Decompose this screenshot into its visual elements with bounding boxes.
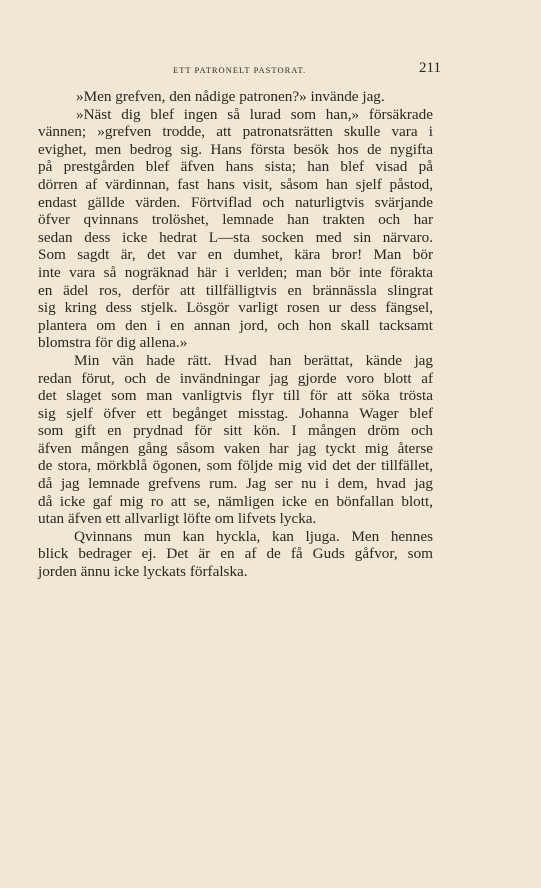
- text-line: utan äfven ett allvarligt löfte om lifvets lycka.: [38, 510, 317, 528]
- text-line: Min vän hade rätt. Hvad han berättat, kände jag: [74, 351, 433, 369]
- text-line: de stora, mörkblå ögonen, som följde mig vid det der tillfället,: [38, 457, 433, 475]
- text-line: dörren af värdinnan, fast hans visit, såsom han sjelf påstod,: [38, 175, 433, 193]
- text-line: sedan dess icke hedrat L—sta socken med sin närvaro.: [38, 228, 433, 246]
- text-line: blomstra för dig allena.»: [38, 334, 188, 352]
- text-line: Som sagdt är, det var en dumhet, kära bror! Man bör: [38, 246, 433, 264]
- text-line: »Men grefven, den nådige patronen?» invände jag.: [76, 88, 385, 105]
- text-line: sig sjelf öfver ett begånget misstag. Johanna Wager blef: [38, 404, 433, 422]
- body-text: [38, 88, 433, 581]
- text-line: plantera om den i en annan jord, och hon skall tacksamt: [38, 316, 433, 334]
- text-line: då jag lemnade grefvens rum. Jag ser nu i dem, hvad jag: [38, 475, 433, 493]
- text-line: på prestgården blef äfven hans sista; han blef visad på: [38, 158, 433, 176]
- text-line: öfver qvinnans trolöshet, lemnade han trakten och har: [38, 211, 433, 229]
- page-number: 211: [419, 60, 441, 76]
- text-line: »Näst dig blef ingen så lurad som han,» försäkrade: [76, 105, 433, 123]
- text-line: som gift en prydnad för sitt kön. I mången dröm och: [38, 422, 433, 440]
- text-line: redan förut, och de invändningar jag gjorde voro blott af: [38, 369, 433, 387]
- text-line: Qvinnans mun kan hyckla, kan ljuga. Men hennes: [74, 527, 433, 545]
- text-line: endast gällde värden. Förtviflad och naturligtvis svärjande: [38, 193, 433, 211]
- text-line: blick bedrager ej. Det är en af de få Guds gåfvor, som: [38, 545, 433, 563]
- text-line: jorden ännu icke lyckats förfalska.: [38, 563, 248, 581]
- text-line: vännen; »grefven trodde, att patronatsrätten skulle vara i: [38, 123, 433, 141]
- running-title: ETT PATRONELT PASTORAT.: [173, 65, 307, 75]
- text-line: en ädel ros, derför att tillfälligtvis en brännässla slingrat: [38, 281, 433, 299]
- text-line: det slaget som man vanligtvis flyr till för att söka trösta: [38, 387, 433, 405]
- text-line: sig kring dess stjelk. Lösgör varligt rosen ur dess fängsel,: [38, 299, 433, 317]
- text-line: evighet, men bedrog sig. Hans första besök hos de nygifta: [38, 140, 433, 158]
- text-line: äfven mången gång såsom vaken har jag tyckt mig återse: [38, 439, 433, 457]
- text-line: då icke gaf mig ro att se, nämligen icke en bönfallan blott,: [38, 492, 433, 510]
- text-line: inte vara så nogräknad här i verlden; man bör inte förakta: [38, 263, 433, 281]
